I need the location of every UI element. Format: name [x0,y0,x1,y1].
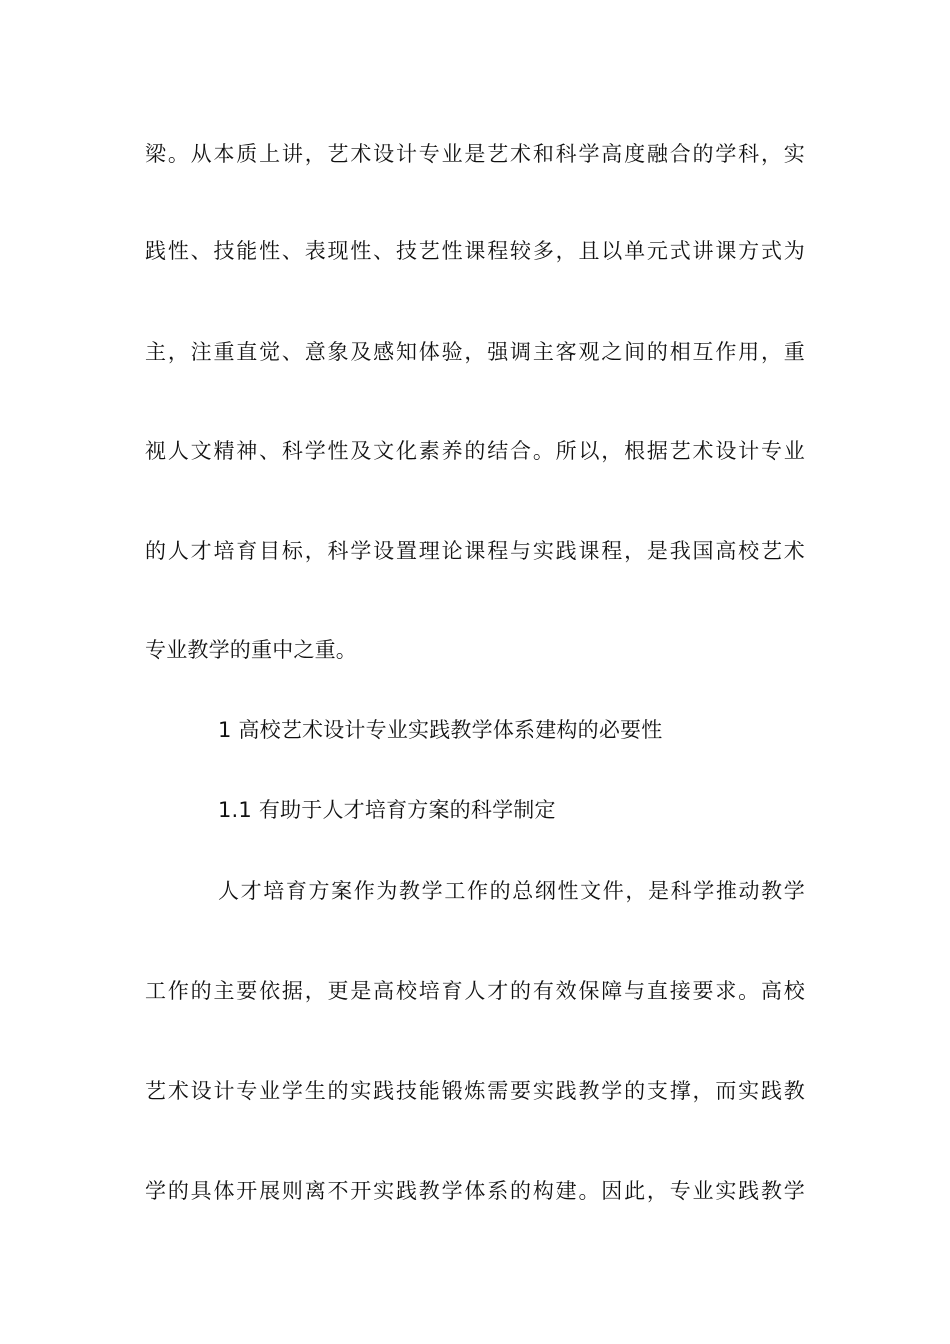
section-heading: 1 高校艺术设计专业实践教学体系建构的必要性 [218,718,663,742]
paragraph-line: 人才培育方案作为教学工作的总纲性文件，是科学推动教学 [218,879,805,903]
paragraph-line: 专业教学的重中之重。 [145,638,357,662]
paragraph-line: 践性、技能性、表现性、技艺性课程较多，且以单元式讲课方式为 [145,239,805,263]
paragraph-line: 视人文精神、科学性及文化素养的结合。所以，根据艺术设计专业 [145,439,805,463]
paragraph-line: 主，注重直觉、意象及感知体验，强调主客观之间的相互作用，重 [145,340,805,364]
paragraph-line: 的人才培育目标，科学设置理论课程与实践课程，是我国高校艺术 [145,539,805,563]
subsection-heading: 1.1 有助于人才培育方案的科学制定 [218,798,556,822]
paragraph-line: 学的具体开展则离不开实践教学体系的构建。因此，专业实践教学 [145,1179,805,1203]
paragraph-line: 工作的主要依据，更是高校培育人才的有效保障与直接要求。高校 [145,979,805,1003]
paragraph-line: 梁。从本质上讲，艺术设计专业是艺术和科学高度融合的学科，实 [145,142,805,166]
paragraph-line: 艺术设计专业学生的实践技能锻炼需要实践教学的支撑，而实践教 [145,1079,805,1103]
